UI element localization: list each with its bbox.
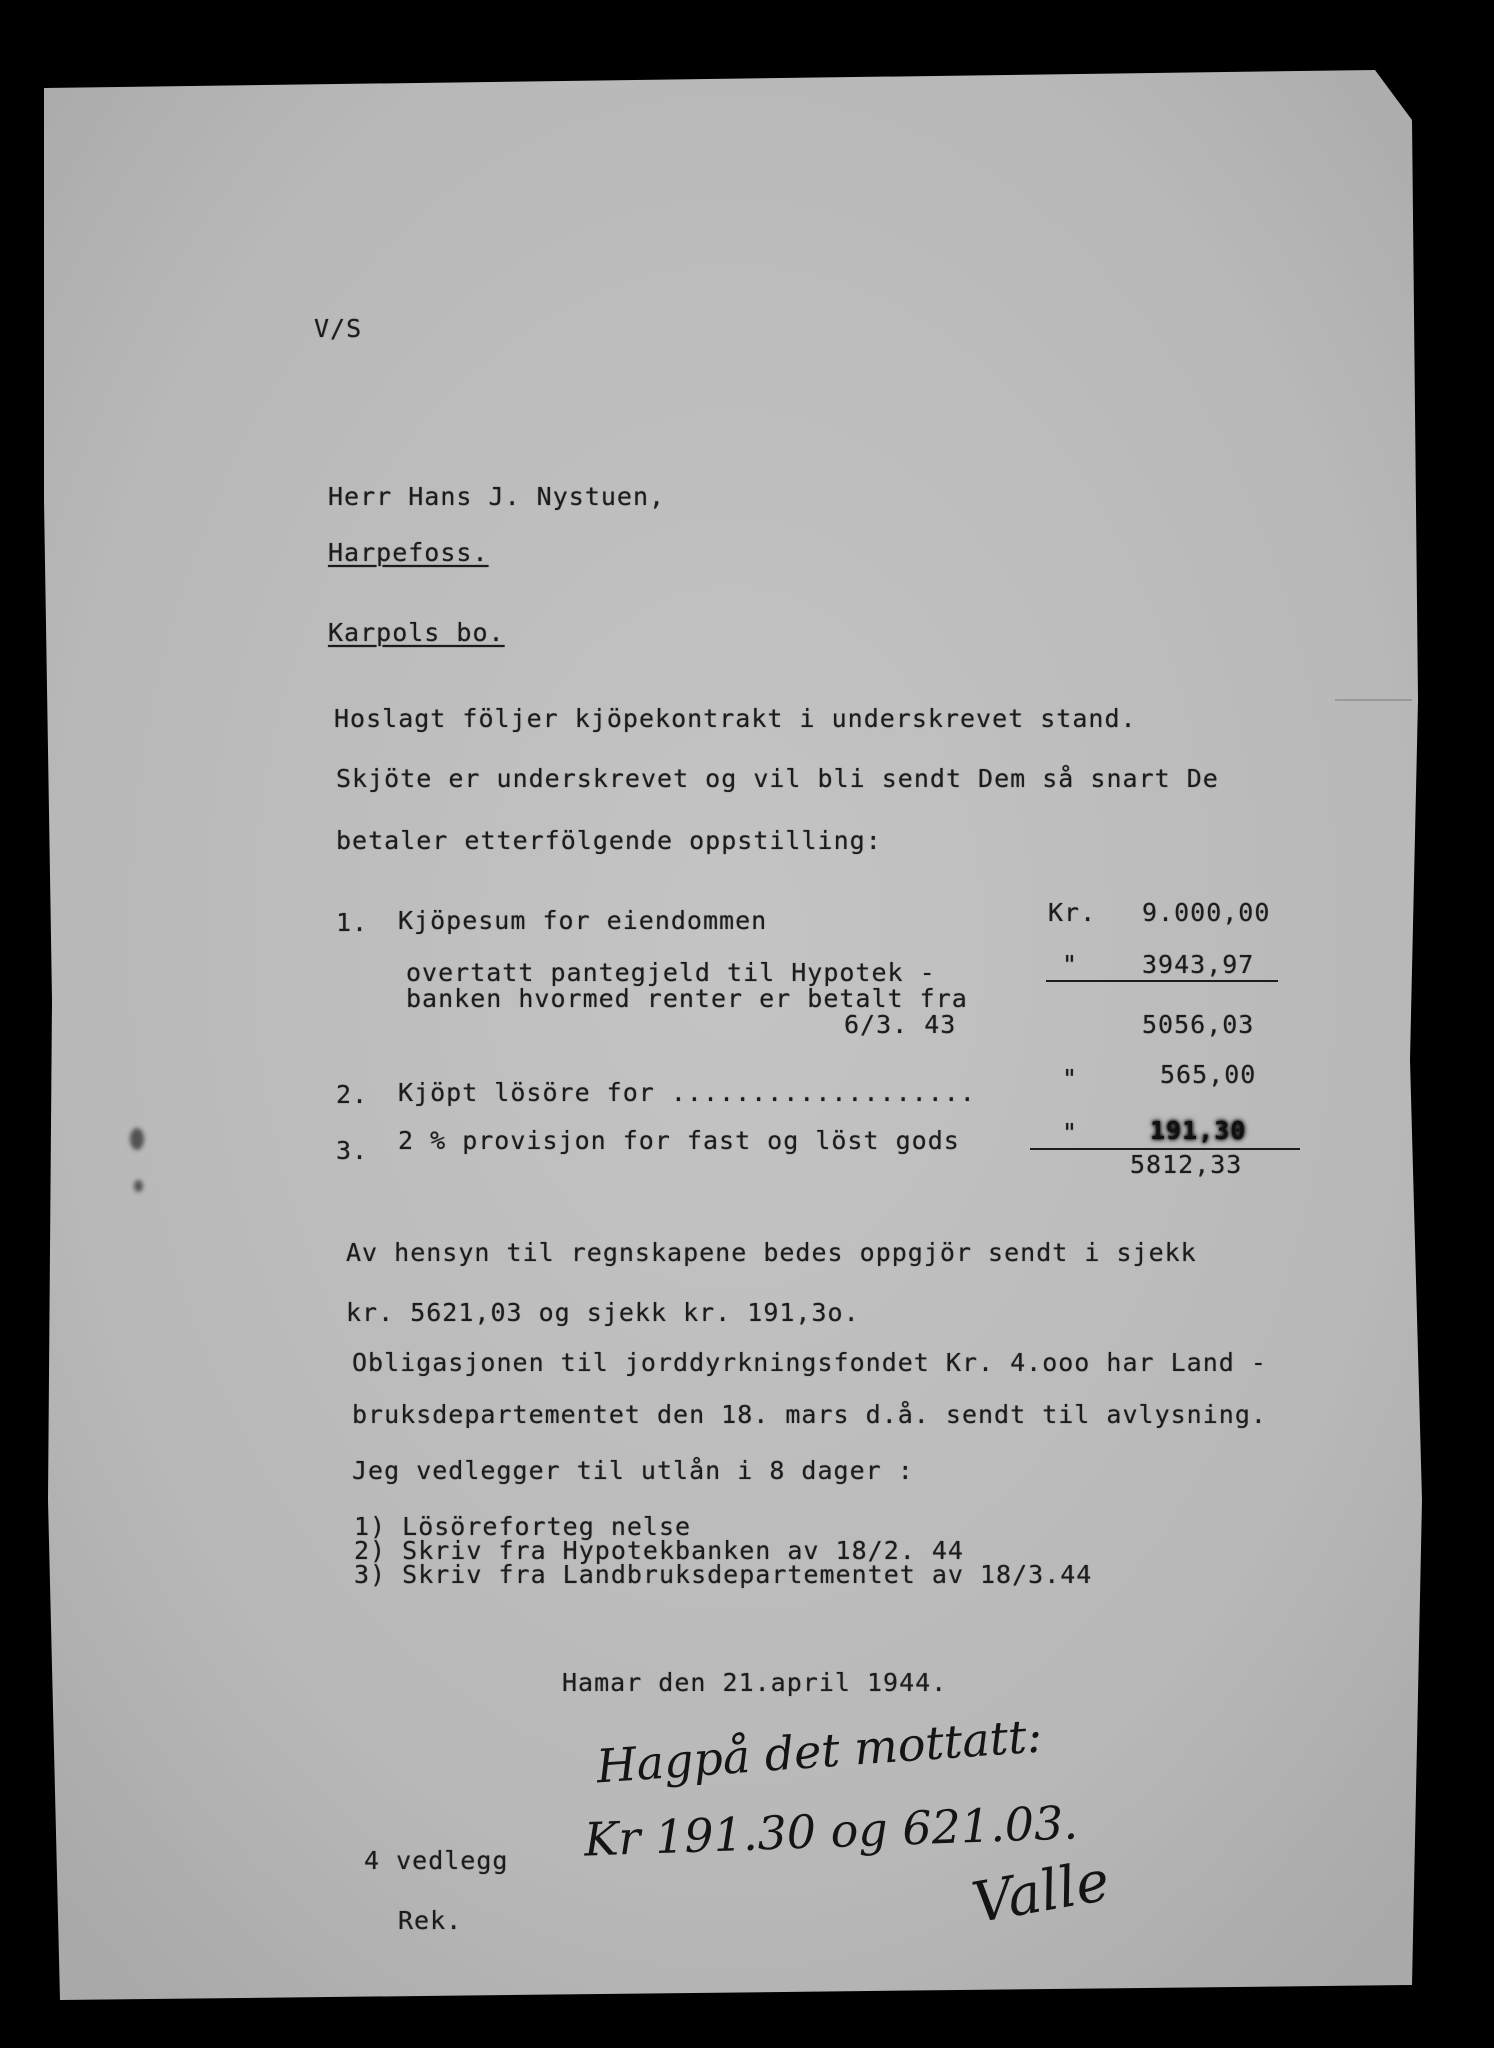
ink-smudge [130, 1128, 144, 1150]
attachment-item: 1) Lösöreforteg nelse [354, 1512, 692, 1541]
attachment-item: 2) Skriv fra Hypotekbanken av 18/2. 44 [354, 1536, 964, 1565]
registered-mark: Rek. [398, 1906, 463, 1935]
intro-line: Skjöte er underskrevet og vil bli sendt Dem så snart De [336, 764, 1219, 793]
amount-prefix: " [1062, 1064, 1079, 1093]
body-line: Av hensyn til regnskapene bedes oppgjör sendt i sjekk [346, 1238, 1197, 1267]
amount-value: 565,00 [1160, 1060, 1257, 1089]
item-label: 6/3. 43 [844, 1010, 957, 1039]
item-number: 1. [336, 908, 369, 937]
body-line: Jeg vedlegger til utlån i 8 dager : [352, 1456, 914, 1485]
item-number: 2. [336, 1080, 369, 1109]
body-line: bruksdepartementet den 18. mars d.å. sendt til avlysning. [352, 1400, 1267, 1429]
item-label: 2 % provisjon for fast og löst gods [398, 1126, 960, 1155]
total-value: 5812,33 [1130, 1150, 1243, 1179]
intro-line: betaler etterfölgende oppstilling: [336, 826, 882, 855]
sum-rule [1046, 980, 1278, 982]
amount-prefix: " [1062, 1118, 1079, 1147]
handwritten-signature: Valle [967, 1848, 1115, 1937]
recipient-name: Herr Hans J. Nystuen, [328, 482, 666, 511]
item-number: 3. [336, 1136, 369, 1165]
subject-line: Karpols bo. [328, 618, 505, 647]
amount-prefix: Kr. [1048, 898, 1097, 927]
ink-smudge [134, 1180, 143, 1192]
intro-line: Hoslagt följer kjöpekontrakt i underskrevet stand. [334, 704, 1137, 733]
amount-value-struck: 191,30 [1150, 1116, 1247, 1145]
reference: V/S [314, 314, 363, 343]
handwritten-note: Hagpå det mottatt: [594, 1708, 1044, 1794]
body-line: kr. 5621,03 og sjekk kr. 191,3o. [346, 1298, 860, 1327]
item-label: overtatt pantegjeld til Hypotek - [406, 958, 936, 987]
item-label: Kjöpesum for eiendommen [398, 906, 768, 935]
item-label: banken hvormed renter er betalt fra [406, 984, 968, 1013]
attachment-item: 3) Skriv fra Landbruksdepartementet av 18/3.44 [354, 1560, 1093, 1589]
item-label: Kjöpt lösöre for ................... [398, 1078, 976, 1107]
enclosures-note: 4 vedlegg [364, 1846, 509, 1875]
body-line: Obligasjonen til jorddyrkningsfondet Kr. 4.ooo har Land - [352, 1348, 1267, 1377]
recipient-place: Harpefoss. [328, 538, 489, 567]
amount-value: 3943,97 [1142, 950, 1255, 979]
handwritten-note: Kr 191.30 og 621.03. [583, 1795, 1079, 1867]
amount-prefix: " [1062, 950, 1079, 979]
amount-value: 9.000,00 [1142, 898, 1271, 927]
subtotal-value: 5056,03 [1142, 1010, 1255, 1039]
place-date: Hamar den 21.april 1944. [562, 1668, 948, 1697]
